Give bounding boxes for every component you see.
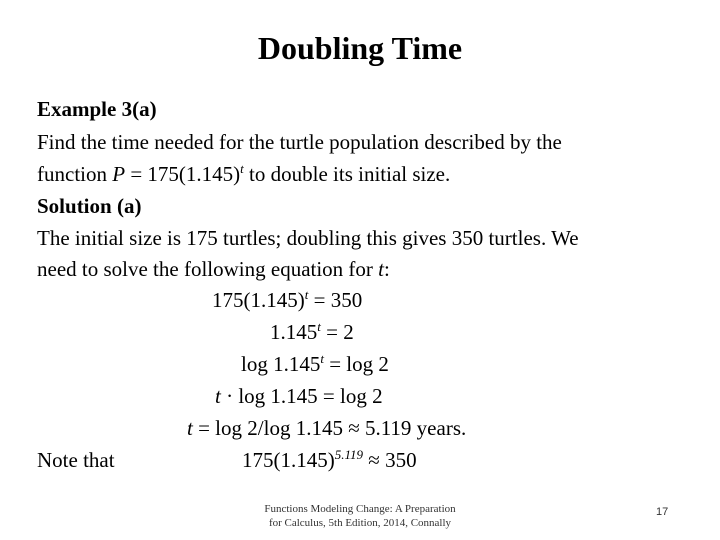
exponent-t: t [320, 351, 324, 366]
note-label: Note that [37, 448, 115, 472]
text-fragment: : [384, 257, 390, 281]
text-fragment: = 2 [320, 320, 354, 344]
variable-p: P [112, 162, 126, 186]
text-fragment: function [37, 162, 113, 186]
text-fragment: · log 1.145 = log 2 [220, 384, 383, 408]
text-fragment: = 175(1.145) [125, 162, 241, 186]
text-fragment: = log 2/log 1.145 ≈ 5.119 years. [192, 416, 467, 440]
equation-2 [270, 317, 354, 347]
exponent-t: t [240, 161, 244, 176]
text-fragment: log 1.145 [241, 352, 321, 376]
variable-t: t [187, 416, 193, 440]
solution-line-2 [37, 254, 390, 284]
slide-title: Doubling Time [257, 30, 463, 66]
text-fragment: 175(1.145) [212, 288, 305, 312]
equation-6 [242, 445, 417, 475]
page-number: 17 [656, 506, 669, 518]
equation-5 [187, 413, 466, 443]
footer-citation [230, 502, 490, 530]
text-fragment: = log 2 [323, 352, 389, 376]
equation-4 [215, 381, 383, 411]
exponent-t: t [304, 287, 309, 302]
text-fragment: 1.145 [270, 320, 318, 344]
text-fragment: = 350 [308, 288, 363, 312]
exponent-5119: 5.119 [334, 447, 364, 462]
equation-1 [212, 285, 362, 315]
text-fragment: ≈ 350 [363, 448, 417, 472]
problem-line-2 [37, 159, 450, 189]
text-fragment: to double its initial size. [243, 162, 451, 186]
footer-line-1: Functions Modeling Change: A Preparation [264, 503, 456, 515]
problem-line-1: Find the time needed for the turtle population described by the [37, 130, 562, 154]
example-heading: Example 3(a) [37, 97, 157, 121]
solution-heading: Solution (a) [37, 194, 142, 218]
footer-line-2: for Calculus, 5th Edition, 2014, Connally [268, 517, 452, 529]
text-fragment: need to solve the following equation for [37, 257, 379, 281]
variable-t: t [215, 384, 221, 408]
text-fragment: 175(1.145) [242, 448, 335, 472]
solution-line-1: The initial size is 175 turtles; doubling this gives 350 turtles. We [37, 226, 579, 250]
equation-3 [241, 349, 389, 379]
variable-t: t [378, 257, 385, 281]
exponent-t: t [317, 319, 321, 334]
